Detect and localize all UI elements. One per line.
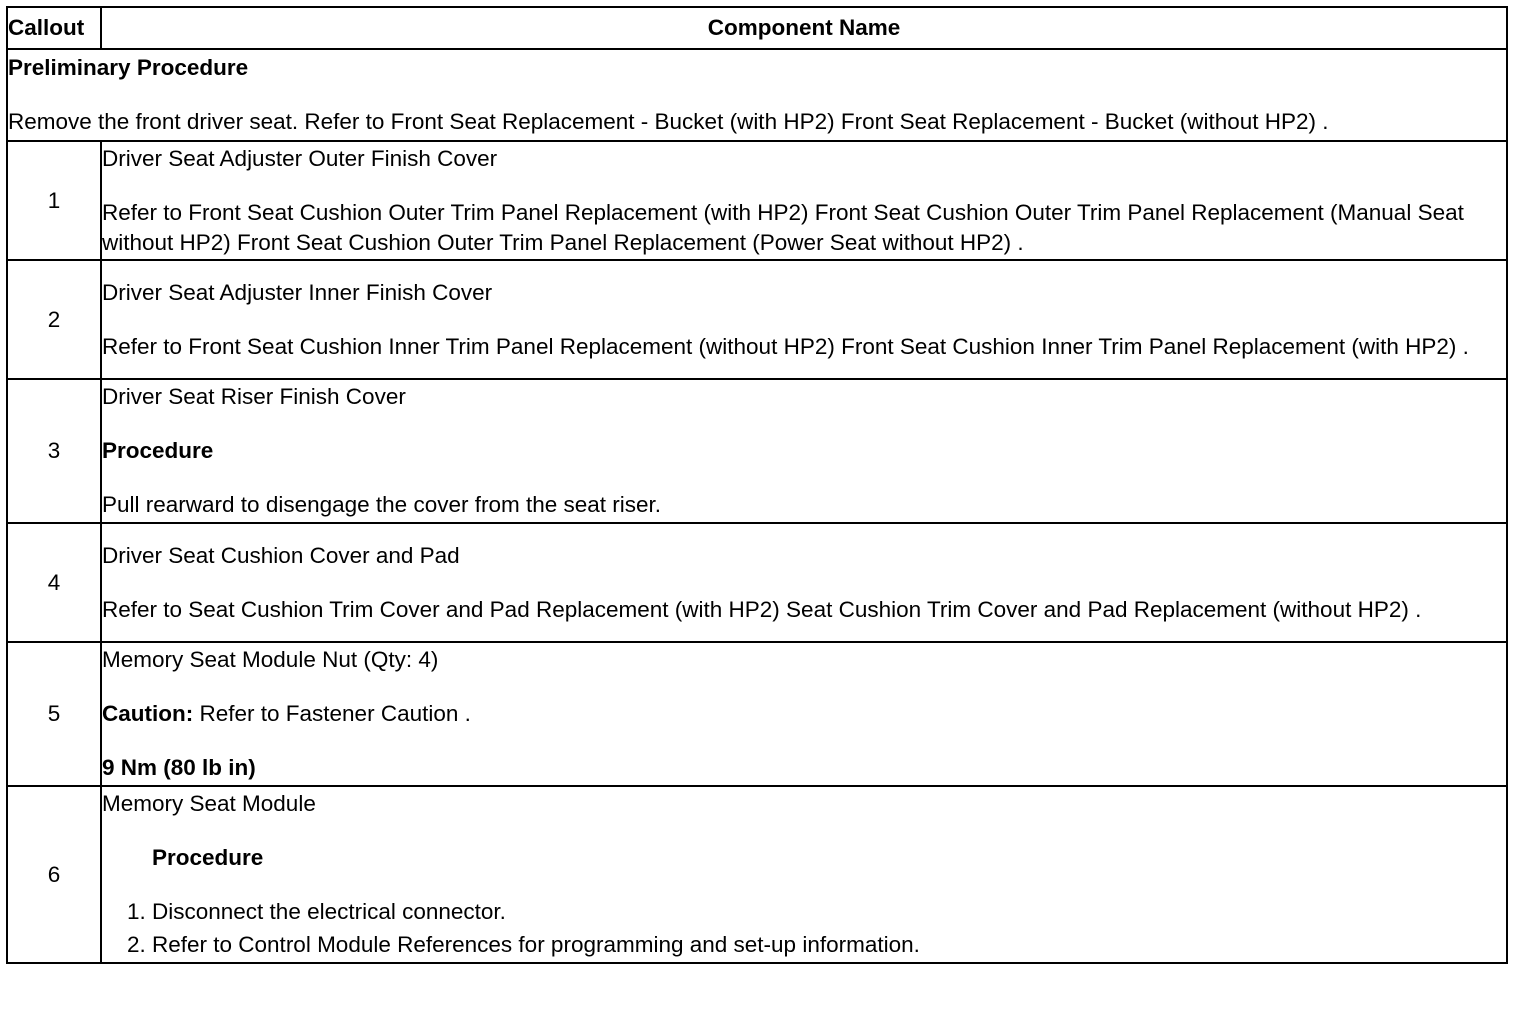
component-cell <box>101 786 1507 963</box>
table-row <box>7 260 1507 379</box>
caution-label: Caution: <box>102 701 194 726</box>
component-name: Driver Seat Riser Finish Cover <box>102 384 406 409</box>
component-name: Driver Seat Cushion Cover and Pad <box>102 542 460 568</box>
procedure-label: Procedure <box>102 438 214 463</box>
component-cell <box>101 260 1507 379</box>
component-cell <box>101 523 1507 642</box>
torque-spec: 9 Nm (80 lb in) <box>102 755 256 780</box>
component-name-column-header: Component Name <box>101 7 1507 49</box>
component-name: Memory Seat Module <box>102 790 316 816</box>
component-reference-text: Refer to Seat Cushion Trim Cover and Pad Replacement (with HP2) Seat Cushion Trim Cover and Pad Replacement (without HP2) . <box>102 596 1422 622</box>
preliminary-procedure-title: Preliminary Procedure <box>8 55 249 80</box>
procedure-text: Pull rearward to disengage the cover from the seat riser. <box>102 492 662 517</box>
callout-number: 1 <box>7 141 101 260</box>
component-cell <box>101 642 1507 786</box>
caution-line <box>102 699 1506 729</box>
table-row <box>7 786 1507 963</box>
preliminary-procedure-row <box>7 49 1507 141</box>
component-reference-text: Refer to Front Seat Cushion Outer Trim Panel Replacement (with HP2) Front Seat Cushion Outer Trim Panel Replacement (Manual Seat without HP2) Front Seat Cushion Outer Trim Panel Replacement (Power Seat without HP2) . <box>102 199 1464 255</box>
component-cell <box>101 379 1507 523</box>
component-name: Memory Seat Module Nut (Qty: 4) <box>102 647 439 672</box>
callout-number: 3 <box>7 379 101 523</box>
table-row <box>7 642 1507 786</box>
component-name: Driver Seat Adjuster Outer Finish Cover <box>102 145 498 171</box>
callout-number: 4 <box>7 523 101 642</box>
table-row <box>7 141 1507 260</box>
procedure-label: Procedure <box>152 844 264 870</box>
callout-number: 6 <box>7 786 101 963</box>
procedure-step: 1. Disconnect the electrical connector. <box>152 895 1506 928</box>
preliminary-procedure-text: Remove the front driver seat. Refer to Front Seat Replacement - Bucket (with HP2) Front Seat Replacement - Bucket (without HP2) . <box>8 109 1329 134</box>
procedure-steps <box>102 895 1506 961</box>
procedure-step: 2. Refer to Control Module References for programming and set-up information. <box>152 928 1506 961</box>
component-table <box>6 6 1508 964</box>
callout-column-header: Callout <box>7 7 101 49</box>
callout-number: 5 <box>7 642 101 786</box>
callout-number: 2 <box>7 260 101 379</box>
table-row <box>7 523 1507 642</box>
component-cell <box>101 141 1507 260</box>
component-name: Driver Seat Adjuster Inner Finish Cover <box>102 279 493 305</box>
table-row <box>7 379 1507 523</box>
preliminary-procedure-cell <box>7 49 1507 141</box>
table-header-row <box>7 7 1507 49</box>
caution-text: Refer to Fastener Caution . <box>193 701 471 726</box>
component-reference-text: Refer to Front Seat Cushion Inner Trim Panel Replacement (without HP2) Front Seat Cushion Inner Trim Panel Replacement (with HP2) . <box>102 333 1469 359</box>
